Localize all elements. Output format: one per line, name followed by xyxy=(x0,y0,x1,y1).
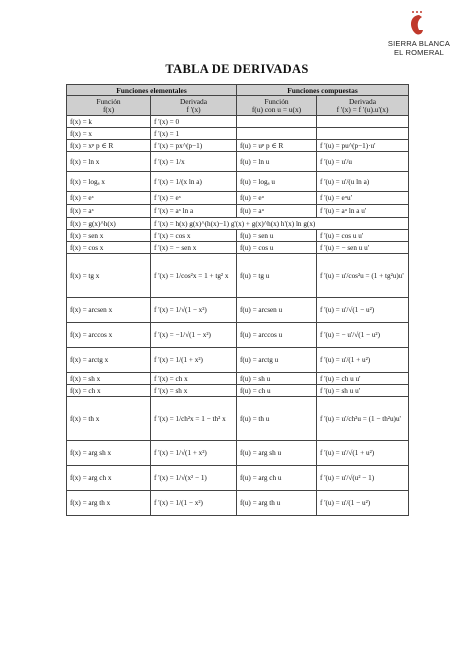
cell-derivative: f '(u) = pu^(p−1)·u' xyxy=(317,140,409,152)
school-emblem-icon xyxy=(404,10,434,38)
table-row xyxy=(67,152,409,172)
school-logo xyxy=(376,10,462,58)
cell-function: f(u) = cos u xyxy=(237,242,317,254)
cell-derivative: f '(x) = px^(p−1) xyxy=(151,140,237,152)
cell-function: f(x) = logₐ x xyxy=(67,172,151,192)
group-header-compuestas: Funciones compuestas xyxy=(237,85,409,96)
cell-function: f(x) = tg x xyxy=(67,254,151,298)
cell-function: f(u) = th u xyxy=(237,397,317,441)
cell-function: f(x) = arg ch x xyxy=(67,466,151,491)
cell-function: f(u) = arg ch u xyxy=(237,466,317,491)
cell-derivative: f '(u) = u'/cos²u = (1 + tg²u)u' xyxy=(317,254,409,298)
cell-derivative: f '(x) = ch x xyxy=(151,373,237,385)
cell-function: f(x) = sh x xyxy=(67,373,151,385)
table-row xyxy=(67,348,409,373)
cell-derivative: f '(x) = 1/ch²x = 1 − th² x xyxy=(151,397,237,441)
cell-derivative: f '(u) = u'/√(1 − u²) xyxy=(317,298,409,323)
cell-derivative: f '(x) = 1/(1 − x²) xyxy=(151,491,237,516)
table-row xyxy=(67,298,409,323)
table-row xyxy=(67,128,409,140)
table-row xyxy=(67,491,409,516)
page-title: TABLA DE DERIVADAS xyxy=(165,62,309,76)
cell-derivative: f '(u) = cos u u' xyxy=(317,230,409,242)
cell-derivative: f '(u) = u'/√(u² − 1) xyxy=(317,466,409,491)
cell-derivative: f '(x) = 1/(1 + x²) xyxy=(151,348,237,373)
cell-function: f(u) = logₐ u xyxy=(237,172,317,192)
cell-derivative: f '(u) = aᵘ ln a u' xyxy=(317,205,409,218)
cell-derivative: f '(u) = u'/√(1 + u²) xyxy=(317,441,409,466)
cell-derivative: f '(u) = u'/ch²u = (1 − th²u)u' xyxy=(317,397,409,441)
cell-function: f(u) = sh u xyxy=(237,373,317,385)
logo-line-1: SIERRA BLANCA xyxy=(387,39,451,48)
cell-function: f(u) = arccos u xyxy=(237,323,317,348)
cell-function: f(x) = xᵖ p ∈ R xyxy=(67,140,151,152)
table-row xyxy=(67,116,409,128)
cell-derivative: f '(u) = u'/(1 − u²) xyxy=(317,491,409,516)
cell-function: f(u) = sen u xyxy=(237,230,317,242)
cell-derivative: f '(x) = 1/√(1 + x²) xyxy=(151,441,237,466)
table-row xyxy=(67,140,409,152)
table-body xyxy=(67,116,409,516)
table-row xyxy=(67,373,409,385)
column-header: Derivada f '(x) = f '(u).u'(x) xyxy=(317,96,409,116)
column-header: Función f(x) xyxy=(67,96,151,116)
cell-function: f(x) = sen x xyxy=(67,230,151,242)
cell-derivative: f '(x) = − sen x xyxy=(151,242,237,254)
cell-derivative: f '(x) = eˣ xyxy=(151,192,237,205)
table-row xyxy=(67,441,409,466)
cell-derivative: f '(x) = aˣ ln a xyxy=(151,205,237,218)
cell-function: f(x) = arcsen x xyxy=(67,298,151,323)
cell-function: f(u) = arctg u xyxy=(237,348,317,373)
cell-derivative: f '(u) = ch u u' xyxy=(317,373,409,385)
table-row xyxy=(67,397,409,441)
cell-derivative xyxy=(317,128,409,140)
cell-function: f(x) = arg th x xyxy=(67,491,151,516)
cell-function xyxy=(237,128,317,140)
derivatives-table xyxy=(66,84,409,516)
cell-derivative: f '(x) = 1/x xyxy=(151,152,237,172)
cell-derivative: f '(x) = 1/(x ln a) xyxy=(151,172,237,192)
cell-derivative: f '(u) = eᵘu' xyxy=(317,192,409,205)
cell-function: f(x) = th x xyxy=(67,397,151,441)
cell-derivative: f '(x) = 1/√(x² − 1) xyxy=(151,466,237,491)
cell-derivative: f '(x) = h(x) g(x)^(h(x)−1) g'(x) + g(x)^h(x) h'(x) ln g(x) xyxy=(151,218,409,230)
table-row xyxy=(67,172,409,192)
table-row xyxy=(67,218,409,230)
cell-derivative: f '(x) = sh x xyxy=(151,385,237,397)
table-row xyxy=(67,323,409,348)
cell-function: f(x) = cos x xyxy=(67,242,151,254)
cell-derivative: f '(x) = −1/√(1 − x²) xyxy=(151,323,237,348)
cell-derivative: f '(u) = u'/(1 + u²) xyxy=(317,348,409,373)
cell-derivative xyxy=(317,116,409,128)
table-row xyxy=(67,466,409,491)
cell-derivative: f '(x) = 0 xyxy=(151,116,237,128)
group-header-elementales: Funciones elementales xyxy=(67,85,237,96)
cell-derivative: f '(u) = − sen u u' xyxy=(317,242,409,254)
logo-line-2: EL ROMERAL xyxy=(393,48,445,57)
cell-function: f(x) = eˣ xyxy=(67,192,151,205)
table-row xyxy=(67,242,409,254)
cell-function: f(x) = arccos x xyxy=(67,323,151,348)
cell-derivative: f '(x) = 1/cos²x = 1 + tg² x xyxy=(151,254,237,298)
cell-function: f(u) = ln u xyxy=(237,152,317,172)
cell-derivative: f '(x) = 1/√(1 − x²) xyxy=(151,298,237,323)
table-row xyxy=(67,205,409,218)
column-header: Derivada f '(x) xyxy=(151,96,237,116)
table-row xyxy=(67,254,409,298)
cell-derivative: f '(u) = u'/u xyxy=(317,152,409,172)
cell-derivative: f '(u) = sh u u' xyxy=(317,385,409,397)
cell-function: f(u) = arg th u xyxy=(237,491,317,516)
cell-function xyxy=(237,116,317,128)
cell-function: f(x) = ch x xyxy=(67,385,151,397)
cell-function: f(u) = uᵖ p ∈ R xyxy=(237,140,317,152)
cell-function: f(u) = arcsen u xyxy=(237,298,317,323)
cell-function: f(x) = arg sh x xyxy=(67,441,151,466)
cell-derivative: f '(x) = cos x xyxy=(151,230,237,242)
cell-function: f(x) = x xyxy=(67,128,151,140)
cell-function: f(u) = ch u xyxy=(237,385,317,397)
table-row xyxy=(67,230,409,242)
column-header: Función f(u) con u = u(x) xyxy=(237,96,317,116)
table-row xyxy=(67,385,409,397)
table-row xyxy=(67,192,409,205)
cell-function: f(u) = arg sh u xyxy=(237,441,317,466)
cell-function: f(u) = eᵘ xyxy=(237,192,317,205)
cell-function: f(x) = aˣ xyxy=(67,205,151,218)
cell-function: f(u) = aᵘ xyxy=(237,205,317,218)
cell-function: f(x) = g(x)^h(x) xyxy=(67,218,151,230)
cell-function: f(x) = k xyxy=(67,116,151,128)
cell-derivative: f '(x) = 1 xyxy=(151,128,237,140)
cell-derivative: f '(u) = − u'/√(1 − u²) xyxy=(317,323,409,348)
cell-function: f(x) = arctg x xyxy=(67,348,151,373)
cell-function: f(u) = tg u xyxy=(237,254,317,298)
cell-function: f(x) = ln x xyxy=(67,152,151,172)
cell-derivative: f '(u) = u'/(u ln a) xyxy=(317,172,409,192)
